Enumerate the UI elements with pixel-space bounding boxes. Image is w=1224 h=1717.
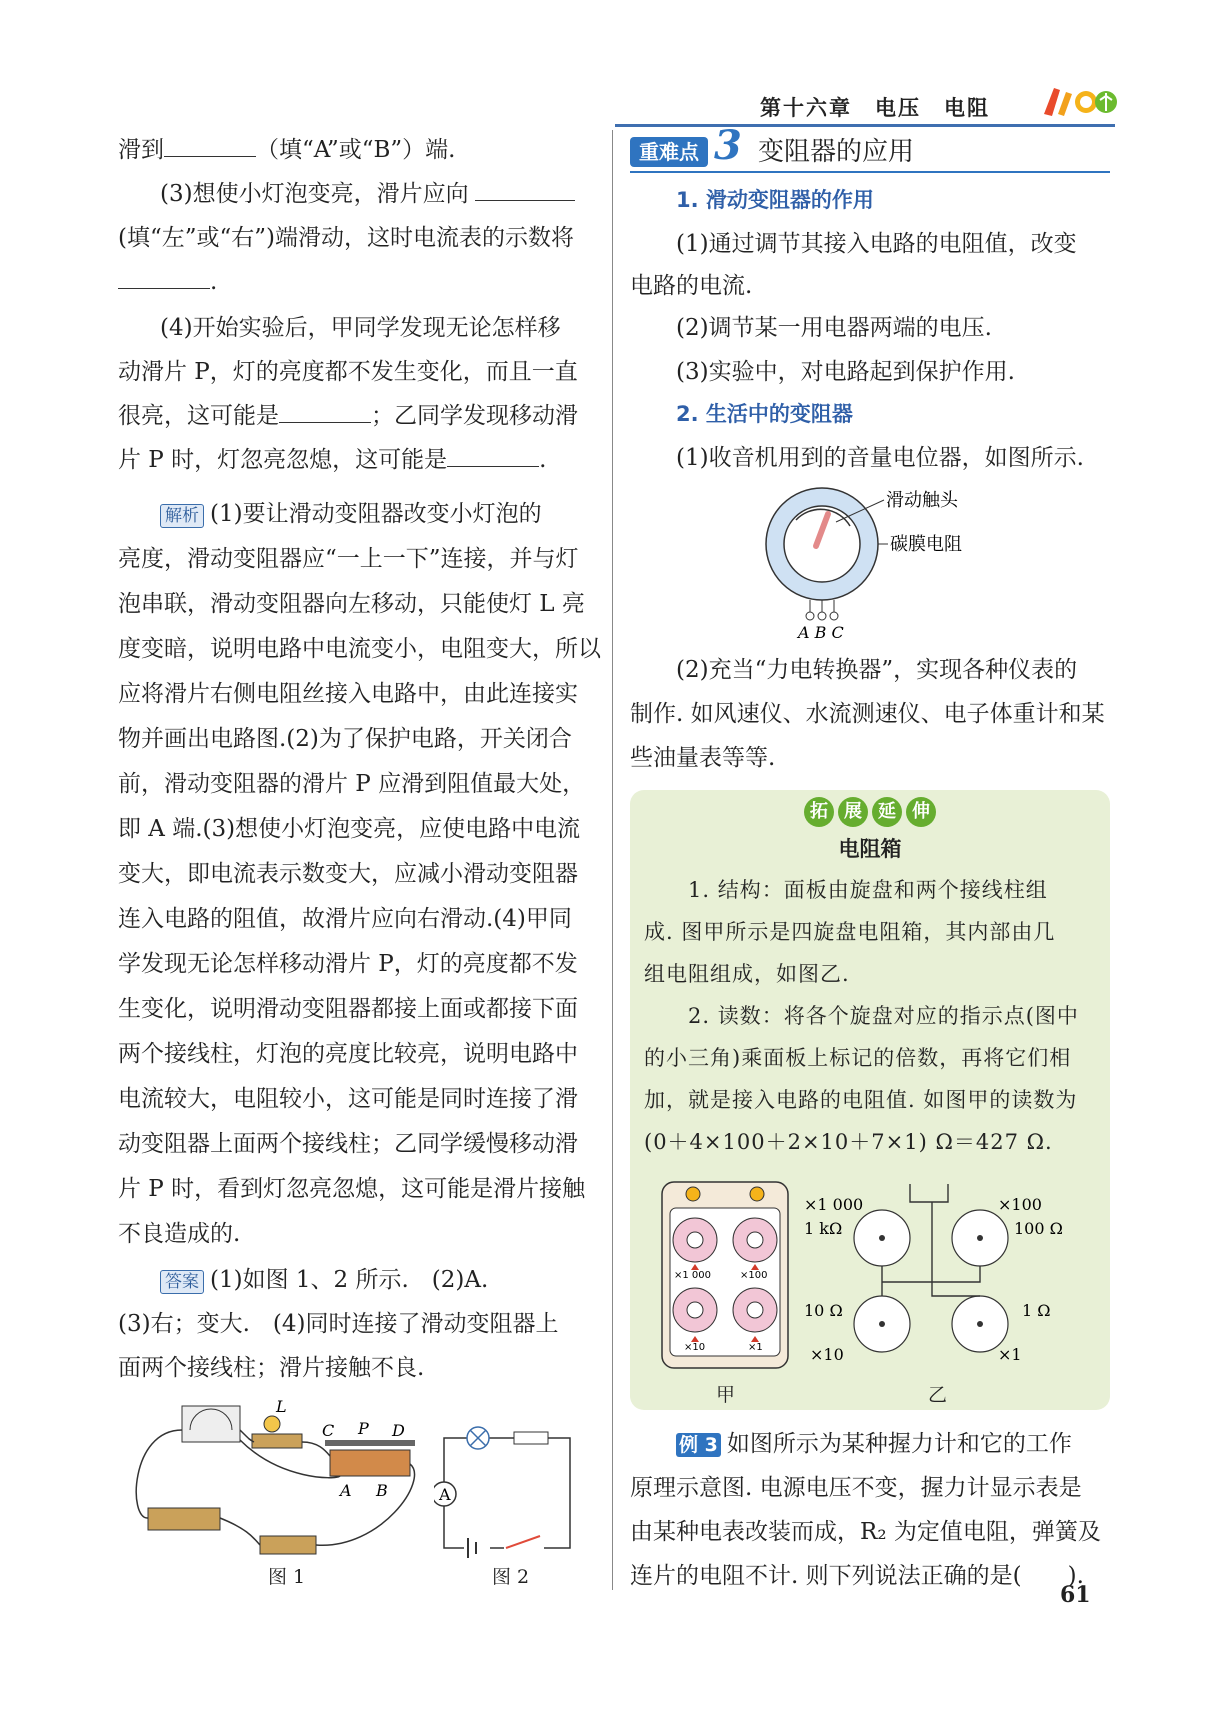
fig-b-label-x10: ×10 — [810, 1345, 844, 1364]
analysis-line: 片 P 时，看到灯忽亮忽熄，这可能是滑片接触 — [118, 1176, 586, 1202]
subheading-1: 1. 滑动变阻器的作用 — [676, 188, 874, 212]
dial-label-1000: ×1 000 — [674, 1270, 712, 1281]
fig-b-label-100ohm: 100 Ω — [1014, 1219, 1063, 1238]
fig1-label-P: P — [358, 1419, 369, 1438]
text: (1)如图 1、2 所示. (2)A. — [210, 1267, 489, 1293]
right-p4: (1)收音机用到的音量电位器，如图所示. — [676, 445, 1084, 471]
analysis-line: 生变化，说明滑动变阻器都接上面或都接下面 — [118, 996, 578, 1022]
potentiometer-figure — [760, 482, 970, 642]
subheading-2: 2. 生活中的变阻器 — [676, 402, 853, 426]
text: (1)要让滑动变阻器改变小灯泡的 — [210, 501, 542, 527]
dial-label-100: ×100 — [740, 1270, 768, 1281]
chapter-header: 第十六章 电压 电阻 — [760, 96, 990, 120]
example-line-0 — [676, 1422, 1072, 1466]
extension-char: 延 — [872, 797, 902, 827]
example-line-3: 连片的电阻不计. 则下列说法正确的是( ). — [630, 1563, 1084, 1589]
figure-b-caption: 乙 — [928, 1384, 948, 1406]
answer-blank — [279, 396, 371, 423]
analysis-line: 泡串联，滑动变阻器向左移动，只能使灯 L 亮 — [118, 591, 585, 617]
analysis-line: 前，滑动变阻器的滑片 P 应滑到阻值最大处， — [118, 771, 586, 797]
figure-1-circuit — [130, 1400, 440, 1560]
analysis-line: 两个接线柱，灯泡的亮度比较亮，说明电路中 — [118, 1041, 578, 1067]
fig-b-label-10ohm: 10 Ω — [804, 1301, 843, 1320]
ext-line-0: 1. 结构：面板由旋盘和两个接线柱组 — [688, 878, 1048, 902]
ext-line-2: 组电阻组成，如图乙. — [644, 962, 850, 986]
left-line-8 — [118, 438, 546, 482]
column-divider — [612, 130, 613, 1590]
section-rule — [630, 171, 1110, 173]
fig-b-label-x100: ×100 — [998, 1195, 1042, 1214]
ext-line-3: 2. 读数：将各个旋盘对应的指示点(图中 — [688, 1004, 1079, 1028]
figure-2-caption: 图 2 — [492, 1566, 530, 1588]
left-line-2 — [160, 172, 575, 216]
example-line-1: 原理示意图. 电源电压不变，握力计显示表是 — [630, 1475, 1082, 1501]
page-number: 61 — [1060, 1582, 1091, 1608]
example-tag: 例 3 — [676, 1433, 721, 1457]
analysis-line: 物并画出电路图.(2)为了保护电路，开关闭合 — [118, 726, 572, 752]
header-rule — [615, 124, 1115, 127]
right-p5-line3: 些油量表等等. — [630, 745, 776, 771]
answer-blank — [475, 174, 575, 201]
resistance-box-panel — [660, 1180, 790, 1370]
pot-terminals: A B C — [798, 623, 844, 642]
analysis-line: 变大，即电流表示数变大，应减小滑动变阻器 — [118, 861, 578, 887]
fig1-label-A: A — [340, 1481, 352, 1500]
analysis-line: 即 A 端.(3)想使小灯泡变亮，应使电路中电流 — [118, 816, 581, 842]
fig1-label-C: C — [322, 1421, 335, 1440]
logo-icon — [1040, 84, 1118, 120]
section-title: 变阻器的应用 — [758, 137, 915, 167]
analysis-line: 学发现无论怎样移动滑片 P，灯的亮度都不发 — [118, 951, 578, 977]
analysis-line: 不良造成的. — [118, 1221, 241, 1247]
left-line-5: (4)开始实验后，甲同学发现无论怎样移 — [160, 315, 561, 341]
text: ；乙同学发现移动滑 — [371, 403, 578, 429]
right-p2: (2)调节某一用电器两端的电压. — [676, 315, 992, 341]
right-p3: (3)实验中，对电路起到保护作用. — [676, 359, 1015, 385]
extension-title — [630, 797, 1110, 827]
section-number: 3 — [714, 122, 742, 169]
analysis-line: 应将滑片右侧电阻丝接入电路中，由此连接实 — [118, 681, 578, 707]
example-line-2: 由某种电表改装而成，R₂ 为定值电阻，弹簧及 — [630, 1519, 1101, 1545]
text: （填“A”或“B”）端. — [256, 137, 456, 163]
text: . — [539, 447, 547, 473]
analysis-tag: 解析 — [160, 504, 204, 528]
right-p1-line1: (1)通过调节其接入电路的电阻值，改变 — [676, 231, 1077, 257]
left-line-7 — [118, 394, 578, 438]
fig-b-label-1ohm: 1 Ω — [1022, 1301, 1051, 1320]
text: (3)想使小灯泡变亮，滑片应向 — [160, 181, 469, 207]
extension-char: 伸 — [906, 797, 936, 827]
ext-line-1: 成. 图甲所示是四旋盘电阻箱，其内部由几 — [644, 920, 1056, 944]
answer-line-1: (3)右；变大. (4)同时连接了滑动变阻器上 — [118, 1311, 559, 1337]
right-p5-line1: (2)充当“力电转换器”，实现各种仪表的 — [676, 657, 1078, 683]
left-line-3: (填“左”或“右”)端滑动，这时电流表的示数将 — [118, 225, 574, 251]
extension-char: 展 — [838, 797, 868, 827]
dial-label-10: ×10 — [684, 1342, 706, 1353]
text: 如图所示为某种握力计和它的工作 — [726, 1431, 1072, 1457]
figure-a-caption: 甲 — [716, 1384, 736, 1406]
analysis-line-0 — [160, 492, 542, 536]
pot-label-slider: 滑动触头 — [886, 490, 958, 511]
extension-char: 拓 — [804, 797, 834, 827]
ext-line-4: 的小三角)乘面板上标记的倍数，再将它们相 — [644, 1046, 1072, 1070]
resistance-box-circuit — [802, 1182, 1102, 1372]
analysis-line: 连入电路的阻值，故滑片应向右滑动.(4)甲同 — [118, 906, 572, 932]
figure-2-circuit — [434, 1424, 580, 1558]
answer-blank — [118, 262, 210, 289]
fig1-label-D: D — [392, 1421, 405, 1440]
right-p5-line2: 制作. 如风速仪、水流测速仪、电子体重计和某 — [630, 701, 1105, 727]
text: 片 P 时，灯忽亮忽熄，这可能是 — [118, 447, 448, 473]
figure-1-caption: 图 1 — [268, 1566, 306, 1588]
analysis-line: 动变阻器上面两个接线柱；乙同学缓慢移动滑 — [118, 1131, 578, 1157]
fig1-label-B: B — [376, 1481, 388, 1500]
text: 很亮，这可能是 — [118, 403, 279, 429]
fig-b-label-x1: ×1 — [998, 1345, 1022, 1364]
section-badge: 重难点 — [630, 137, 708, 167]
answer-blank — [447, 440, 539, 467]
analysis-line: 亮度，滑动变阻器应“一上一下”连接，并与灯 — [118, 546, 579, 572]
fig-b-label-1k: 1 kΩ — [804, 1219, 843, 1238]
left-line-1 — [118, 128, 455, 172]
ext-line-5: 加，就是接入电路的电阻值. 如图甲的读数为 — [644, 1088, 1078, 1112]
ammeter-label: A — [439, 1485, 451, 1504]
extension-subtitle: 电阻箱 — [838, 837, 902, 861]
dial-label-1: ×1 — [748, 1342, 763, 1353]
fig1-label-L: L — [276, 1400, 287, 1416]
left-line-6: 动滑片 P，灯的亮度都不发生变化，而且一直 — [118, 359, 578, 385]
analysis-line: 度变暗，说明电路中电流变小，电阻变大，所以 — [118, 636, 601, 662]
answer-tag: 答案 — [160, 1270, 204, 1294]
fig-b-label-x1000: ×1 000 — [804, 1195, 864, 1214]
analysis-line: 电流较大，电阻较小，这可能是同时连接了滑 — [118, 1086, 578, 1112]
right-p1-line2: 电路的电流. — [630, 273, 753, 299]
answer-line-2: 面两个接线柱；滑片接触不良. — [118, 1355, 425, 1381]
text: 滑到 — [118, 137, 164, 163]
answer-line-0 — [160, 1258, 488, 1302]
pot-label-carbon: 碳膜电阻 — [890, 534, 962, 555]
left-line-4 — [118, 260, 217, 304]
text: . — [210, 269, 218, 295]
ext-line-6: (0＋4×100＋2×10＋7×1) Ω＝427 Ω. — [644, 1130, 1053, 1154]
answer-blank — [164, 130, 256, 157]
